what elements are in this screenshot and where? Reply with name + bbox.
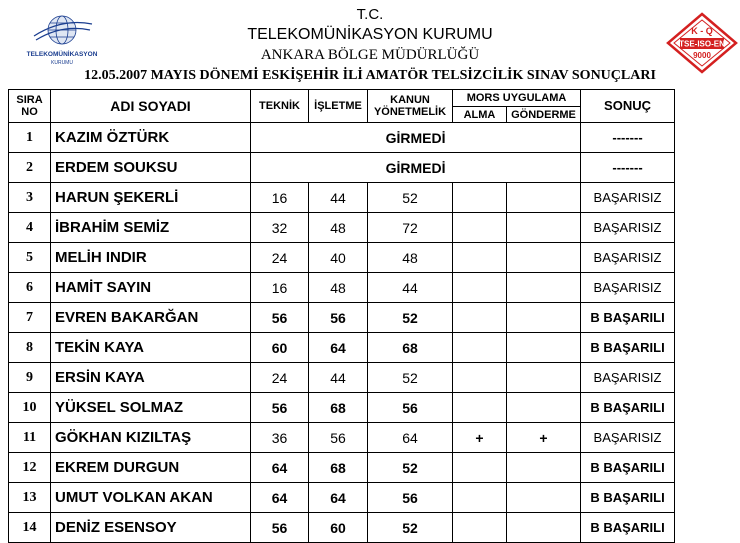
score-kanun: 52 [368,363,453,393]
score-kanun: 52 [368,513,453,543]
score-teknik: 24 [251,243,309,273]
score-kanun: 72 [368,213,453,243]
score-isletme: 64 [309,483,368,513]
score-kanun: 68 [368,333,453,363]
score-isletme: 56 [309,303,368,333]
row-number: 10 [9,393,51,423]
header-mors: MORS UYGULAMA [453,90,581,107]
candidate-name: ERDEM SOUKSU [51,153,251,183]
table-row [9,513,675,543]
table-row [9,183,675,213]
table-row [9,243,675,273]
mors-gonderme [507,183,581,213]
score-teknik: 16 [251,273,309,303]
score-teknik: 24 [251,363,309,393]
score-isletme: 68 [309,393,368,423]
mors-alma [453,513,507,543]
row-number: 1 [9,123,51,153]
score-teknik: 64 [251,453,309,483]
logo-right-line3: 9000 [693,51,711,60]
row-number: 11 [9,423,51,453]
mors-alma [453,303,507,333]
score-isletme: 60 [309,513,368,543]
header-tc: T.C. [356,6,384,23]
score-kanun: 52 [368,453,453,483]
header-region: ANKARA BÖLGE MÜDÜRLÜĞÜ [260,47,480,63]
mors-alma [453,483,507,513]
score-teknik: 60 [251,333,309,363]
row-number: 13 [9,483,51,513]
table-row [9,213,675,243]
candidate-name: ERSİN KAYA [51,363,251,393]
candidate-name: YÜKSEL SOLMAZ [51,393,251,423]
score-teknik: 56 [251,393,309,423]
results-table [8,89,675,543]
candidate-name: EVREN BAKARĞAN [51,303,251,333]
absent-label: GİRMEDİ [251,153,581,183]
score-teknik: 56 [251,303,309,333]
candidate-name: TEKİN KAYA [51,333,251,363]
mors-gonderme [507,273,581,303]
table-row [9,423,675,453]
header-sonuc: SONUÇ [581,90,675,123]
logo-left-line1: TELEKOMÜNİKASYON [26,51,98,58]
score-teknik: 16 [251,183,309,213]
logo-right-line1: K - Q [691,26,713,36]
candidate-name: MELİH INDIR [51,243,251,273]
table-row [9,483,675,513]
candidate-name: HARUN ŞEKERLİ [51,183,251,213]
score-kanun: 44 [368,273,453,303]
table-row [9,453,675,483]
candidate-name: İBRAHİM SEMİZ [51,213,251,243]
table-row [9,363,675,393]
table-row [9,153,675,183]
page-title: 12.05.2007 MAYIS DÖNEMİ ESKİŞEHİR İLİ AMATÖR TELSİZCİLİK SINAV SONUÇLARI [84,68,656,83]
mors-gonderme [507,303,581,333]
result-status: BAŞARISIZ [581,243,675,273]
header-alma: ALMA [453,107,507,123]
header-name: ADI SOYADI [51,90,251,123]
result-status: BAŞARISIZ [581,273,675,303]
candidate-name: EKREM DURGUN [51,453,251,483]
mors-alma [453,183,507,213]
header-isletme: İŞLETME [309,90,368,123]
table-row [9,123,675,153]
header-kanun: KANUN YÖNETMELİK [368,90,453,123]
candidate-name: GÖKHAN KIZILTAŞ [51,423,251,453]
mors-alma: + [453,423,507,453]
mors-alma [453,363,507,393]
result-status: BAŞARISIZ [581,423,675,453]
result-status: B BAŞARILI [581,483,675,513]
row-number: 4 [9,213,51,243]
result-status: BAŞARISIZ [581,363,675,393]
score-kanun: 56 [368,393,453,423]
logo-right-line2: TSE-ISO-EN [679,39,725,49]
row-number: 5 [9,243,51,273]
mors-gonderme [507,393,581,423]
mors-alma [453,273,507,303]
score-isletme: 64 [309,333,368,363]
score-isletme: 44 [309,183,368,213]
candidate-name: DENİZ ESENSOY [51,513,251,543]
row-number: 8 [9,333,51,363]
score-teknik: 36 [251,423,309,453]
header-gonderme: GÖNDERME [507,107,581,123]
score-isletme: 56 [309,423,368,453]
table-row [9,333,675,363]
score-isletme: 40 [309,243,368,273]
row-number: 6 [9,273,51,303]
result-status: B BAŞARILI [581,303,675,333]
mors-gonderme [507,213,581,243]
score-kanun: 48 [368,243,453,273]
row-number: 3 [9,183,51,213]
mors-alma [453,213,507,243]
header-teknik: TEKNİK [251,90,309,123]
row-number: 9 [9,363,51,393]
score-isletme: 44 [309,363,368,393]
mors-gonderme [507,243,581,273]
score-teknik: 32 [251,213,309,243]
candidate-name: KAZIM ÖZTÜRK [51,123,251,153]
result-status: B BAŞARILI [581,513,675,543]
absent-label: GİRMEDİ [251,123,581,153]
mors-gonderme [507,333,581,363]
score-kanun: 52 [368,183,453,213]
table-row [9,303,675,333]
result-status: B BAŞARILI [581,393,675,423]
result-status: ------- [581,123,675,153]
candidate-name: UMUT VOLKAN AKAN [51,483,251,513]
score-isletme: 48 [309,213,368,243]
score-kanun: 52 [368,303,453,333]
mors-alma [453,453,507,483]
table-row [9,273,675,303]
mors-alma [453,243,507,273]
mors-gonderme [507,513,581,543]
candidate-name: HAMİT SAYIN [51,273,251,303]
score-teknik: 56 [251,513,309,543]
mors-gonderme [507,453,581,483]
logo-left-line2: KURUMU [51,60,73,66]
row-number: 2 [9,153,51,183]
result-status: ------- [581,153,675,183]
score-kanun: 56 [368,483,453,513]
mors-alma [453,393,507,423]
mors-alma [453,333,507,363]
result-status: BAŞARISIZ [581,183,675,213]
table-row [9,393,675,423]
result-status: B BAŞARILI [581,453,675,483]
header-institution: TELEKOMÜNİKASYON KURUMU [247,26,493,43]
row-number: 12 [9,453,51,483]
mors-gonderme [507,483,581,513]
score-isletme: 68 [309,453,368,483]
header-no: SIRA NO [9,90,51,123]
mors-gonderme [507,363,581,393]
row-number: 7 [9,303,51,333]
result-status: B BAŞARILI [581,333,675,363]
result-status: BAŞARISIZ [581,213,675,243]
score-isletme: 48 [309,273,368,303]
score-teknik: 64 [251,483,309,513]
row-number: 14 [9,513,51,543]
mors-gonderme: + [507,423,581,453]
score-kanun: 64 [368,423,453,453]
